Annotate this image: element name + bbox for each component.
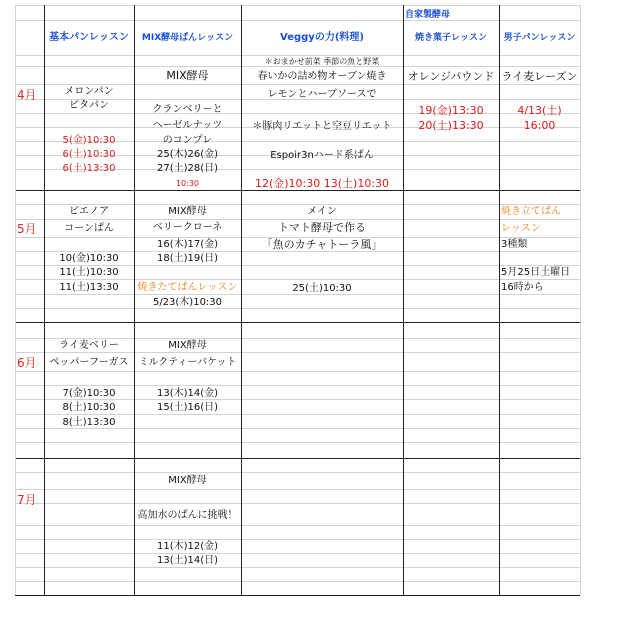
cell-time: 16時から [501,282,544,293]
cell-text: ベリークローネ [152,222,223,233]
cell-date: 6(土)10:30 [62,149,116,160]
header-jikasei-kobo: 自家製酵母 [405,10,451,20]
header-yakigashi: 焼き菓子レッスン [415,33,487,43]
gridline [15,20,580,21]
month-label-may: 5月 [17,222,37,236]
cell-text: オレンジパウンド [407,70,495,83]
cell-date: 20(土)13:30 [418,119,484,132]
cell-date: 13(土)14(日) [156,555,219,566]
cell-text: 「魚のカチャトーラ風」 [261,238,383,251]
cell-date: 18(土)19(日) [156,253,219,264]
cell-text: メロンパン [64,86,114,97]
cell-date: 11(木)12(金) [156,541,219,552]
gridline [15,581,580,582]
cell-text: MIX酵母 [168,340,207,351]
cell-date: 11(土)10:30 [59,267,119,278]
gridline [15,308,580,309]
cell-text: MIX酵母 [168,475,207,486]
cell-date: 8(土)13:30 [62,417,116,428]
gridline [15,567,580,568]
cell-date: 6(土)13:30 [62,163,116,174]
gridline [15,5,580,6]
cell-text: ヘーゼルナッツ [152,120,223,131]
gridline [403,5,404,595]
cell-text: 焼き立てぱん [501,206,561,217]
month-label-july: 7月 [17,493,37,507]
cell-text: のコンプレ [162,135,213,146]
cell-text: コーンぱん [64,223,114,234]
cell-text: 3種類 [501,239,528,250]
gridline [15,458,580,459]
cell-text: 焼きたてぱんレッスン [137,282,238,293]
gridline [15,595,580,596]
cell-date: 7(金)10:30 [62,388,116,399]
gridline [15,322,580,323]
gridline [499,5,500,595]
header-danshi-pan: 男子パンレッスン [503,33,576,43]
cell-text: MIX酵母 [166,69,209,82]
cell-text: ライ麦レーズン [501,70,578,83]
cell-text: ＊豚肉リエットと空豆リエット [252,121,392,132]
cell-text: ミルクティーバケット [138,357,237,368]
cell-date: 8(土)10:30 [62,402,116,413]
cell-text: レッスン [501,223,541,234]
cell-text: クランベリーと [152,104,223,115]
cell-time: 16:00 [523,119,556,132]
cell-text: メイン [307,206,337,217]
gridline [15,5,16,595]
cell-text: ピタパン [69,100,109,111]
gridline [15,489,580,490]
cell-text: ＊おまかせ前菜 季節の魚と野菜 [264,57,380,66]
gridline [15,385,580,386]
cell-time: 10:30 [175,179,200,188]
cell-date: 13(木)14(金) [156,388,219,399]
cell-date: 27(土)28(日) [156,163,219,174]
gridline [15,442,580,443]
cell-text: レモンとハーブソースで [267,89,377,100]
cell-date: 10(金)10:30 [59,253,119,264]
cell-date: 5(金)10:30 [62,135,116,146]
gridline [15,503,580,504]
cell-text: トマト酵母で作る [278,221,366,234]
month-label-april: 4月 [17,88,37,102]
gridline [580,5,581,595]
cell-text: 高加水のぱんに挑戦！ [137,510,238,521]
cell-text: ライ麦ベリー [59,340,119,351]
gridline [15,539,580,540]
cell-text: ピエノア [69,206,109,217]
month-label-june: 6月 [17,356,37,370]
cell-text: MIX酵母 [168,206,207,217]
gridline [15,371,580,372]
cell-text: Espoir3nハード系ぱん [270,150,374,161]
gridline [15,472,580,473]
gridline [15,553,580,554]
cell-date: 5/23(木)10:30 [152,297,223,308]
cell-text: ペッパーフーガス [49,357,129,368]
cell-date: 16(木)17(金) [156,239,219,250]
cell-date: 19(金)13:30 [418,104,484,117]
header-kihon-pan: 基本パンレッスン [49,32,129,43]
cell-date: 25(木)26(金) [156,149,219,160]
cell-date: 5月25日土曜日 [501,267,571,278]
cell-date: 25(土)10:30 [292,283,352,294]
cell-date: 15(土)16(日) [156,402,219,413]
gridline [15,525,580,526]
header-mix-yeast: MIX酵母ぱんレッスン [141,33,234,43]
cell-date: 4/13(土) [517,104,562,117]
cell-date: 11(土)13:30 [59,282,119,293]
cell-date: 12(金)10:30 13(土)10:30 [254,177,390,190]
gridline [15,219,580,220]
header-veggy: Veggyの力(料理) [280,32,364,43]
cell-text: 春いかの詰め物オーブン焼き [257,71,387,82]
